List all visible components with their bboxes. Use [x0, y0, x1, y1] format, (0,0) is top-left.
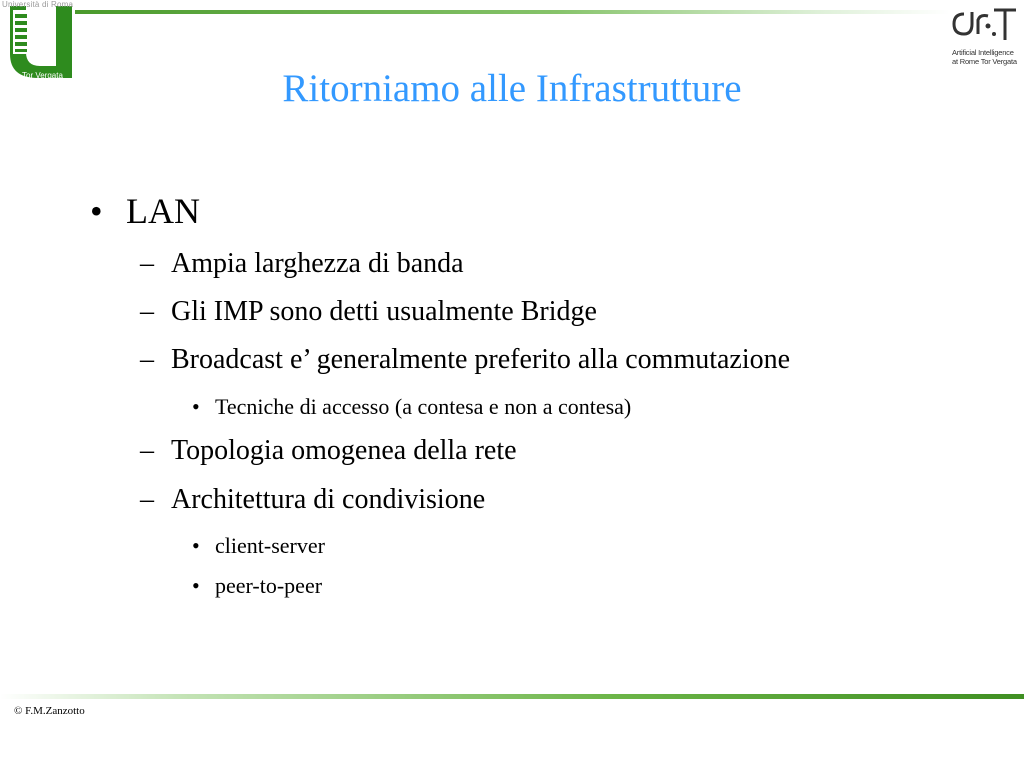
art-caption-line1: Artificial Intelligence	[952, 48, 1014, 57]
bullet-broadcast: Broadcast e’ generalmente preferito alla commutazione	[171, 344, 791, 375]
dash-marker: –	[140, 484, 154, 515]
slide-title: Ritorniamo alle Infrastrutture	[282, 67, 742, 110]
bottom-divider	[0, 694, 1024, 699]
bullet-tecniche: Tecniche di accesso (a contesa e non a contesa)	[215, 394, 632, 419]
university-caption: Tor Vergata	[22, 71, 63, 80]
bullet-imp: Gli IMP sono detti usualmente Bridge	[171, 296, 597, 327]
sub-bullet-marker: •	[192, 394, 200, 419]
art-caption-line2: at Rome Tor Vergata	[952, 57, 1017, 66]
art-caption	[952, 48, 1022, 66]
bullet-architettura: Architettura di condivisione	[171, 484, 486, 515]
bullet-client-server: client-server	[215, 533, 325, 558]
bullet-marker: •	[90, 191, 103, 231]
top-divider	[75, 10, 950, 14]
dash-marker: –	[140, 296, 154, 327]
dash-marker: –	[140, 435, 154, 466]
sub-bullet-marker: •	[192, 573, 200, 598]
bullet-lan: LAN	[126, 191, 200, 231]
university-label: Università di Roma	[2, 0, 74, 9]
sub-bullet-marker: •	[192, 533, 200, 558]
bullet-peer: peer-to-peer	[215, 573, 323, 598]
bullet-ampia: Ampia larghezza di banda	[171, 248, 464, 279]
bullet-topologia: Topologia omogenea della rete	[171, 435, 517, 466]
dash-marker: –	[140, 344, 154, 375]
dash-marker: –	[140, 248, 154, 279]
footer-copyright: © F.M.Zanzotto	[14, 705, 85, 717]
